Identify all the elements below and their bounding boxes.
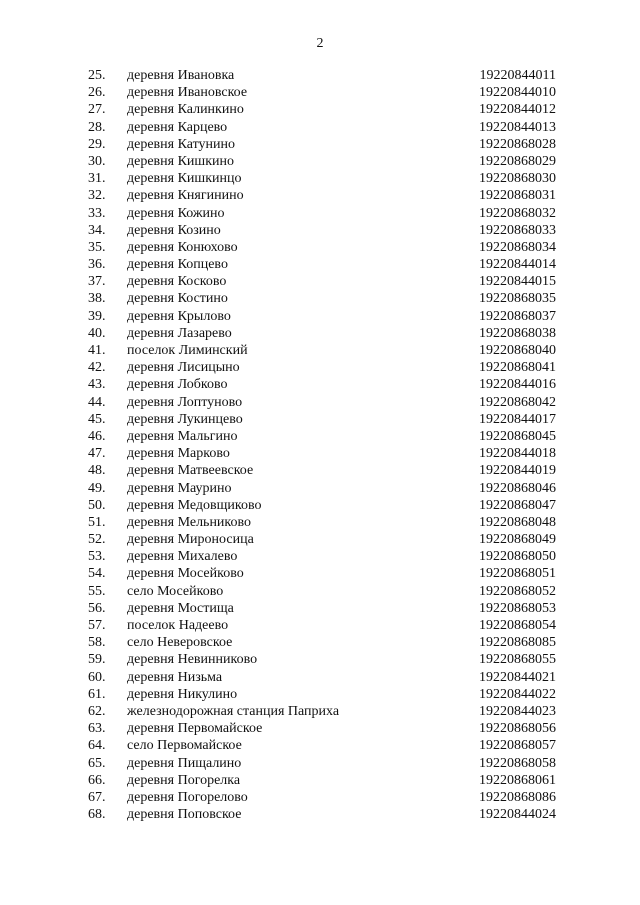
item-number: 33. (88, 205, 106, 221)
settlement-name: поселок Надеево (127, 618, 229, 633)
oktmo-code: 19220844013 (479, 119, 556, 135)
settlement-name: деревня Невинниково (127, 652, 258, 668)
list-item (0, 222, 640, 239)
item-number: 61. (88, 686, 106, 702)
settlement-name: деревня Первомайское (127, 721, 263, 737)
settlement-name: поселок Лиминский (127, 343, 248, 358)
settlement-name: деревня Калинкино (127, 102, 244, 118)
settlement-name: деревня Карцево (127, 119, 228, 135)
settlement-name: деревня Маурино (127, 480, 232, 496)
settlement-name: деревня Конюхово (127, 239, 238, 255)
list-item (0, 290, 640, 307)
item-number: 66. (88, 772, 106, 788)
oktmo-code: 19220844014 (479, 257, 556, 273)
item-number: 53. (88, 549, 106, 565)
list-item (0, 153, 640, 170)
item-number: 49. (88, 480, 106, 496)
settlement-name: деревня Низьма (127, 669, 223, 685)
oktmo-code: 19220844022 (479, 686, 556, 702)
oktmo-code: 19220844021 (479, 669, 556, 685)
list-item (0, 600, 640, 617)
settlement-name: деревня Мосейково (127, 566, 244, 582)
list-item (0, 84, 640, 101)
item-number: 37. (88, 274, 106, 290)
list-item (0, 67, 640, 84)
oktmo-code: 19220868035 (479, 291, 556, 307)
oktmo-code: 19220868033 (479, 222, 556, 238)
oktmo-code: 19220844012 (479, 102, 556, 118)
item-number: 50. (88, 497, 106, 513)
settlement-list (0, 67, 640, 823)
oktmo-code: 19220844017 (479, 411, 556, 427)
settlement-name: деревня Михалево (127, 549, 238, 565)
item-number: 32. (88, 188, 106, 204)
list-item (0, 462, 640, 479)
oktmo-code: 19220868046 (479, 480, 556, 496)
list-item (0, 308, 640, 325)
settlement-name: село Первомайское (127, 738, 242, 754)
oktmo-code: 19220868054 (479, 618, 556, 633)
item-number: 27. (88, 102, 106, 118)
list-item (0, 565, 640, 582)
oktmo-code: 19220868028 (479, 136, 556, 152)
item-number: 43. (88, 377, 106, 393)
settlement-name: деревня Копцево (127, 257, 228, 273)
settlement-name: деревня Никулино (127, 686, 238, 702)
list-item (0, 480, 640, 497)
list-item (0, 737, 640, 754)
list-item (0, 772, 640, 789)
item-number: 62. (88, 703, 106, 719)
list-item (0, 806, 640, 823)
settlement-name: деревня Лобково (127, 377, 228, 393)
list-item (0, 187, 640, 204)
item-number: 57. (88, 618, 106, 633)
list-item (0, 789, 640, 806)
item-number: 47. (88, 446, 106, 462)
list-item (0, 411, 640, 428)
oktmo-code: 19220844010 (479, 85, 556, 101)
settlement-name: железнодорожная станция Паприха (127, 703, 340, 719)
item-number: 55. (88, 583, 106, 599)
oktmo-code: 19220868034 (479, 239, 556, 255)
oktmo-code: 19220868061 (479, 772, 556, 788)
list-item (0, 325, 640, 342)
settlement-name: деревня Кишкино (127, 153, 234, 169)
item-number: 51. (88, 514, 106, 530)
settlement-name: деревня Ивановка (127, 68, 235, 83)
item-number: 40. (88, 325, 106, 341)
settlement-name: деревня Мостища (127, 600, 234, 616)
item-number: 59. (88, 652, 106, 668)
list-item (0, 239, 640, 256)
oktmo-code: 19220868056 (479, 721, 556, 737)
item-number: 26. (88, 85, 106, 101)
item-number: 44. (88, 394, 106, 410)
settlement-name: деревня Погорелово (127, 789, 248, 805)
list-item (0, 119, 640, 136)
settlement-name: деревня Мироносица (127, 532, 254, 548)
list-item (0, 170, 640, 187)
settlement-name: деревня Кожино (127, 205, 225, 221)
oktmo-code: 19220868038 (479, 325, 556, 341)
item-number: 30. (88, 153, 106, 169)
list-item (0, 703, 640, 720)
oktmo-code: 19220844016 (479, 377, 556, 393)
list-item (0, 273, 640, 290)
list-item (0, 342, 640, 359)
item-number: 64. (88, 738, 106, 754)
item-number: 68. (88, 807, 106, 823)
oktmo-code: 19220868047 (479, 497, 556, 513)
settlement-name: деревня Лазарево (127, 325, 232, 341)
item-number: 36. (88, 257, 106, 273)
settlement-name: деревня Кишкинцо (127, 171, 242, 187)
oktmo-code: 19220868053 (479, 600, 556, 616)
list-item (0, 256, 640, 273)
settlement-name: деревня Косково (127, 274, 227, 290)
oktmo-code: 19220868057 (479, 738, 556, 754)
settlement-name: деревня Костино (127, 291, 228, 307)
list-item (0, 101, 640, 118)
list-item (0, 359, 640, 376)
list-item (0, 376, 640, 393)
item-number: 31. (88, 171, 106, 187)
oktmo-code: 19220868048 (479, 514, 556, 530)
item-number: 34. (88, 222, 106, 238)
item-number: 39. (88, 308, 106, 324)
item-number: 25. (88, 68, 106, 83)
list-item (0, 136, 640, 153)
oktmo-code: 19220844024 (479, 807, 556, 823)
settlement-name: деревня Мельниково (127, 514, 252, 530)
list-item (0, 514, 640, 531)
item-number: 60. (88, 669, 106, 685)
settlement-name: деревня Крылово (127, 308, 231, 324)
list-item (0, 531, 640, 548)
settlement-name: деревня Медовщиково (127, 497, 262, 513)
settlement-name: деревня Лукинцево (127, 411, 243, 427)
settlement-name: деревня Княгинино (127, 188, 244, 204)
page-number: 2 (316, 36, 324, 51)
item-number: 38. (88, 291, 106, 307)
settlement-name: деревня Поповское (127, 807, 242, 823)
item-number: 28. (88, 119, 106, 135)
oktmo-code: 19220868086 (479, 789, 556, 805)
item-number: 63. (88, 721, 106, 737)
item-number: 52. (88, 532, 106, 548)
item-number: 41. (88, 343, 106, 358)
oktmo-code: 19220844018 (479, 446, 556, 462)
item-number: 56. (88, 600, 106, 616)
oktmo-code: 19220868041 (479, 360, 556, 376)
item-number: 54. (88, 566, 106, 582)
oktmo-code: 19220844019 (479, 463, 556, 479)
list-item (0, 617, 640, 634)
list-item (0, 497, 640, 514)
item-number: 65. (88, 755, 106, 771)
settlement-name: деревня Козино (127, 222, 221, 238)
oktmo-code: 19220868042 (479, 394, 556, 410)
oktmo-code: 19220844015 (479, 274, 556, 290)
oktmo-code: 19220868055 (479, 652, 556, 668)
item-number: 42. (88, 360, 106, 376)
list-item (0, 445, 640, 462)
settlement-name: деревня Катунино (127, 136, 236, 152)
oktmo-code: 19220868050 (479, 549, 556, 565)
oktmo-code: 19220868058 (479, 755, 556, 771)
oktmo-code: 19220868085 (479, 635, 556, 651)
oktmo-code: 19220868030 (479, 171, 556, 187)
settlement-name: деревня Лисицыно (127, 360, 240, 376)
list-item (0, 669, 640, 686)
list-item (0, 428, 640, 445)
list-item (0, 583, 640, 600)
list-item (0, 205, 640, 222)
item-number: 48. (88, 463, 106, 479)
oktmo-code: 19220868031 (479, 188, 556, 204)
settlement-name: село Неверовское (127, 635, 233, 651)
item-number: 45. (88, 411, 106, 427)
oktmo-code: 19220844023 (479, 703, 556, 719)
oktmo-code: 19220868037 (479, 308, 556, 324)
oktmo-code: 19220868045 (479, 428, 556, 444)
list-item (0, 634, 640, 651)
oktmo-code: 19220868032 (479, 205, 556, 221)
item-number: 67. (88, 789, 106, 805)
list-item (0, 720, 640, 737)
settlement-name: деревня Пищалино (127, 755, 242, 771)
list-item (0, 686, 640, 703)
oktmo-code: 19220844011 (479, 68, 556, 83)
settlement-name: деревня Мальгино (127, 428, 238, 444)
item-number: 58. (88, 635, 106, 651)
list-item (0, 394, 640, 411)
oktmo-code: 19220868040 (479, 343, 556, 358)
list-item (0, 651, 640, 668)
settlement-name: деревня Лоптуново (127, 394, 243, 410)
settlement-name: деревня Матвеевское (127, 463, 254, 479)
settlement-name: деревня Ивановское (127, 85, 248, 101)
settlement-name: деревня Погорелка (127, 772, 241, 788)
item-number: 46. (88, 428, 106, 444)
item-number: 35. (88, 239, 106, 255)
list-item (0, 755, 640, 772)
item-number: 29. (88, 136, 106, 152)
settlement-name: село Мосейково (127, 583, 224, 599)
oktmo-code: 19220868052 (479, 583, 556, 599)
oktmo-code: 19220868029 (479, 153, 556, 169)
settlement-name: деревня Марково (127, 446, 230, 462)
list-item (0, 548, 640, 565)
oktmo-code: 19220868051 (479, 566, 556, 582)
oktmo-code: 19220868049 (479, 532, 556, 548)
